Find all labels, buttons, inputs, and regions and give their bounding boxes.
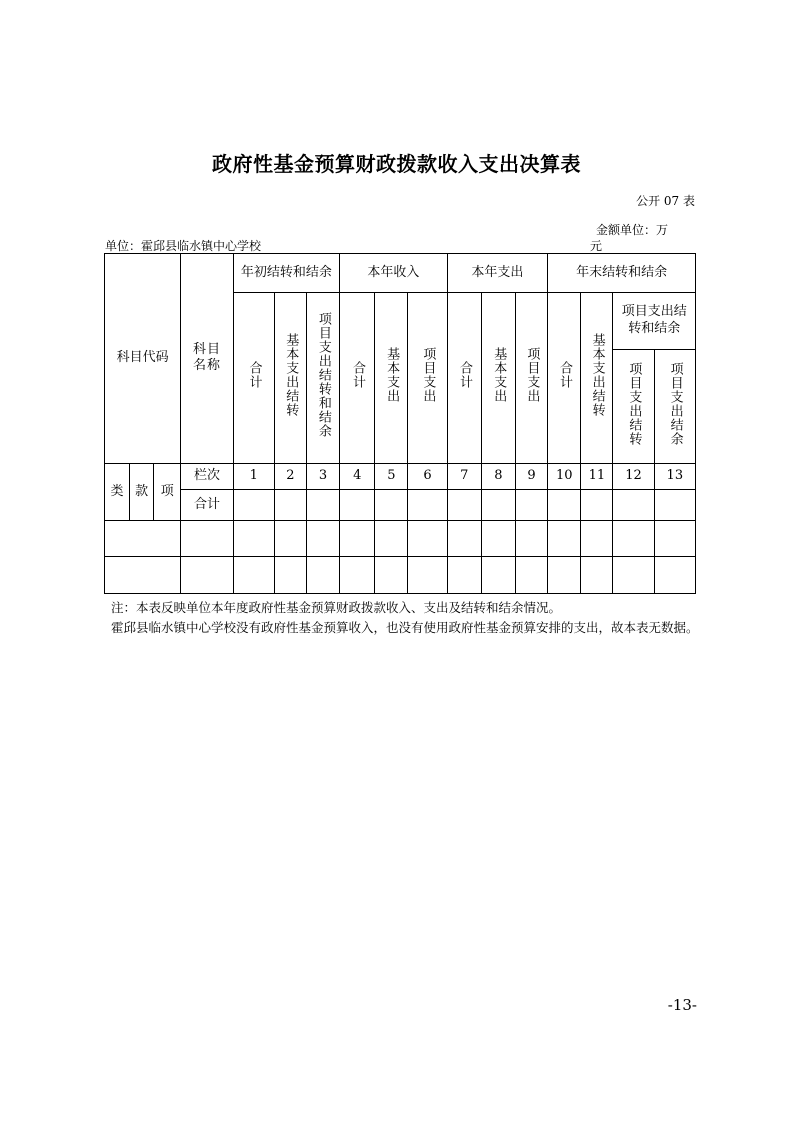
header-closing-balance: 年末结转和结余 — [548, 254, 696, 293]
table-cell — [306, 557, 339, 594]
table-cell — [274, 521, 306, 557]
column-number: 4 — [340, 464, 375, 490]
table-cell — [375, 557, 408, 594]
table-cell — [581, 557, 613, 594]
table-cell — [654, 490, 695, 521]
column-number: 3 — [306, 464, 339, 490]
table-cell — [548, 490, 581, 521]
table-cell — [654, 557, 695, 594]
header-subject-code: 科目代码 — [105, 254, 181, 464]
column-number: 8 — [481, 464, 515, 490]
column-number: 1 — [233, 464, 274, 490]
table-cell — [181, 521, 233, 557]
table-cell — [181, 557, 233, 594]
table-cell — [340, 557, 375, 594]
page-number: -13- — [667, 996, 697, 1014]
unit-label: 金额单位：万 — [596, 223, 669, 237]
note-line: 霍邱县临水镇中心学校没有政府性基金预算收入，也没有使用政府性基金预算安排的支出，故本表无数据。 — [111, 620, 699, 635]
table-cell — [233, 490, 274, 521]
header-project-balance: 项目支出结余 — [654, 350, 695, 464]
header-basic-carry: 基本支出结转 — [581, 293, 613, 464]
table-cell — [274, 557, 306, 594]
table-cell — [654, 521, 695, 557]
header-basic-carry: 基本支出结转 — [274, 293, 306, 464]
table-cell — [613, 490, 654, 521]
table-cell — [105, 521, 181, 557]
header-subject-name: 科目名称 — [181, 254, 233, 464]
table-cell — [306, 521, 339, 557]
table-cell — [408, 521, 447, 557]
table-cell — [105, 557, 181, 594]
table-cell — [375, 521, 408, 557]
table-cell — [408, 490, 447, 521]
table-cell — [340, 490, 375, 521]
table-cell — [548, 521, 581, 557]
table-cell — [375, 490, 408, 521]
column-number: 11 — [581, 464, 613, 490]
header-total: 合计 — [447, 293, 481, 464]
table-cell — [481, 490, 515, 521]
header-project-carry: 项目支出结转 — [613, 350, 654, 464]
header-total: 合计 — [233, 293, 274, 464]
header-income: 本年收入 — [340, 254, 448, 293]
header-total: 合计 — [548, 293, 581, 464]
table-cell — [233, 557, 274, 594]
header-column-number: 栏次 — [181, 464, 233, 490]
table-cell — [274, 490, 306, 521]
table-cell — [515, 557, 547, 594]
table-cell — [515, 521, 547, 557]
unit-value: 元 — [590, 239, 603, 253]
table-row — [105, 521, 696, 557]
table-cell — [408, 557, 447, 594]
column-number: 13 — [654, 464, 695, 490]
table-cell — [481, 521, 515, 557]
notes — [111, 598, 701, 638]
header-basic-expense: 基本支出 — [481, 293, 515, 464]
column-number: 10 — [548, 464, 581, 490]
table-cell — [548, 557, 581, 594]
header-lei: 类 — [105, 464, 130, 521]
table-cell — [447, 521, 481, 557]
header-project-expense: 项目支出 — [408, 293, 447, 464]
table-cell — [233, 521, 274, 557]
budget-table — [104, 253, 696, 594]
header-xiang: 项 — [154, 464, 181, 521]
note-line: 注：本表反映单位本年度政府性基金预算财政拨款收入、支出及结转和结余情况。 — [111, 600, 562, 615]
column-number: 2 — [274, 464, 306, 490]
table-cell — [340, 521, 375, 557]
page-title: 政府性基金预算财政拨款收入支出决算表 — [212, 152, 581, 176]
table-number: 公开 07 表 — [636, 194, 695, 208]
header-kuan: 款 — [130, 464, 154, 521]
header-project-carry-balance: 项目支出结转和结余 — [306, 293, 339, 464]
header-opening-balance: 年初结转和结余 — [233, 254, 340, 293]
table-cell — [613, 521, 654, 557]
header-basic-expense: 基本支出 — [375, 293, 408, 464]
header-project-carry-balance-group: 项目支出结转和结余 — [613, 293, 696, 350]
table-cell — [481, 557, 515, 594]
column-number: 5 — [375, 464, 408, 490]
table-cell — [581, 490, 613, 521]
column-number: 7 — [447, 464, 481, 490]
table-cell — [447, 557, 481, 594]
table-cell — [613, 557, 654, 594]
header-expenditure: 本年支出 — [447, 254, 548, 293]
column-number: 9 — [515, 464, 547, 490]
header-total: 合计 — [340, 293, 375, 464]
column-number: 12 — [613, 464, 654, 490]
table-row — [105, 557, 696, 594]
organization-label: 单位：霍邱县临水镇中心学校 — [105, 239, 262, 253]
table-cell — [447, 490, 481, 521]
header-project-expense: 项目支出 — [515, 293, 547, 464]
table-cell — [581, 521, 613, 557]
total-row-label: 合计 — [181, 490, 233, 521]
table-cell — [306, 490, 339, 521]
table-cell — [515, 490, 547, 521]
column-number: 6 — [408, 464, 447, 490]
